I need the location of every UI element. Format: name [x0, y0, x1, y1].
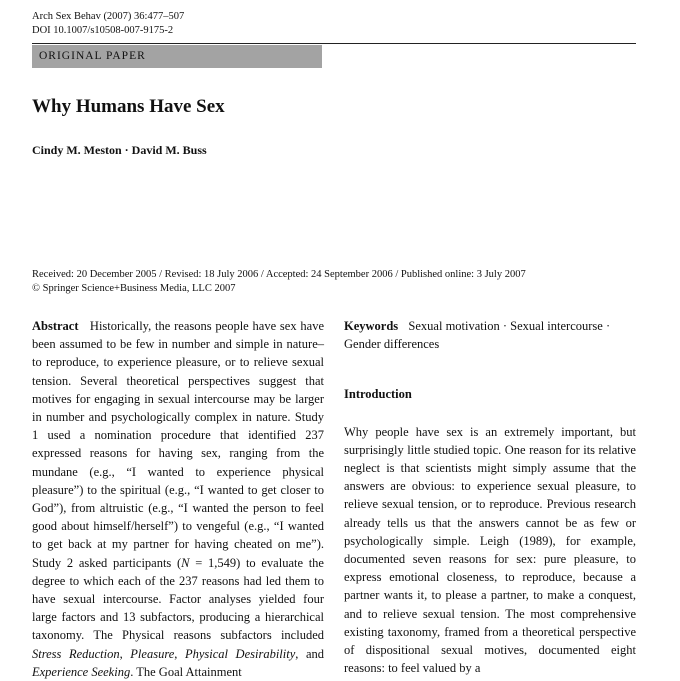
abstract-text-part2: = 1,549) to evaluate the degree to which each of the 237 reasons had led them to have sexual intercourse. Factor analyses yielded four large factors and 13 subfactors, producing a hierarchical taxonomy. The Physical reasons subfactors included	[32, 555, 324, 643]
journal-citation: Arch Sex Behav (2007) 36:477–507	[32, 11, 185, 22]
abstract-separator: ,	[119, 646, 131, 661]
abstract-text-part1: Historically, the reasons people have sex have been assumed to be few in number and simple in nature–to reproduce, to experience pleasure, or to relieve sexual tension. Several theoretical perspectives suggest that motives for engaging in sexual intercourse may be larger in number and psychologically complex in nature. Study 1 used a nomination procedure that identified 237 expressed reasons for having sex, ranging from the mundane (e.g., “I wanted to experience physical pleasure”) to the spiritual (e.g., “I wanted to get closer to God”), from altruistic (e.g., “I wanted the person to feel good about himself/herself”) to vengeful (e.g., “I wanted to get back at my partner for having cheated on me”). Study 2 asked participants (	[32, 319, 324, 570]
publication-history	[32, 268, 526, 296]
keywords-paragraph	[344, 317, 636, 353]
date-history: Received: 20 December 2005 / Revised: 18 July 2006 / Accepted: 24 September 2006 / Published online: 3 July 2007	[32, 269, 526, 280]
abstract-separator: , and	[295, 646, 324, 661]
journal-header	[32, 10, 184, 38]
paper-title: Why Humans Have Sex	[32, 96, 225, 117]
doi-line: DOI 10.1007/s10508-007-9175-2	[32, 25, 174, 36]
author-list: Cindy M. Meston · David M. Buss	[32, 143, 207, 157]
left-column	[32, 317, 324, 681]
subfactor-experience-seeking: Experience Seeking	[32, 664, 131, 679]
subfactor-stress-reduction: Stress Reduction	[32, 646, 120, 661]
abstract-separator: ,	[174, 646, 185, 661]
sample-size-symbol: N	[181, 555, 190, 570]
abstract-label: Abstract	[32, 319, 79, 333]
keywords-label: Keywords	[344, 319, 399, 333]
copyright-line: © Springer Science+Business Media, LLC 2007	[32, 283, 236, 294]
abstract-text-part3: . The Goal Attainment	[130, 664, 242, 679]
article-type-banner: ORIGINAL PAPER	[32, 45, 322, 68]
abstract-paragraph	[32, 317, 324, 681]
subfactor-pleasure: Pleasure	[130, 646, 175, 661]
introduction-paragraph: Why people have sex is an extremely important, but surprisingly little studied topic. One reason for its relative neglect is that scientists might simply assume that the answers are obvious: to experience sexual pleasure, to relieve sexual tension, or to reproduce. Previous research already tells us that the answers cannot be as few or psychologically simple. Leigh (1989), for example, documented seven reasons for sex: pure pleasure, to express emotional closeness, to reproduce, because a partner wants it, to please a partner, to make a conquest, and to relieve sexual tension. The most comprehensive existing taxonomy, framed from a theoretical perspective of dispositional sexual motives, documented eight reasons: to feel valued by a	[344, 424, 636, 676]
right-column	[344, 317, 636, 677]
introduction-heading: Introduction	[344, 387, 412, 402]
subfactor-physical-desirability: Physical Desirability	[184, 646, 296, 661]
keywords-text: Sexual motivation · Sexual intercourse · Gender differences	[344, 319, 611, 352]
header-rule	[32, 43, 636, 44]
